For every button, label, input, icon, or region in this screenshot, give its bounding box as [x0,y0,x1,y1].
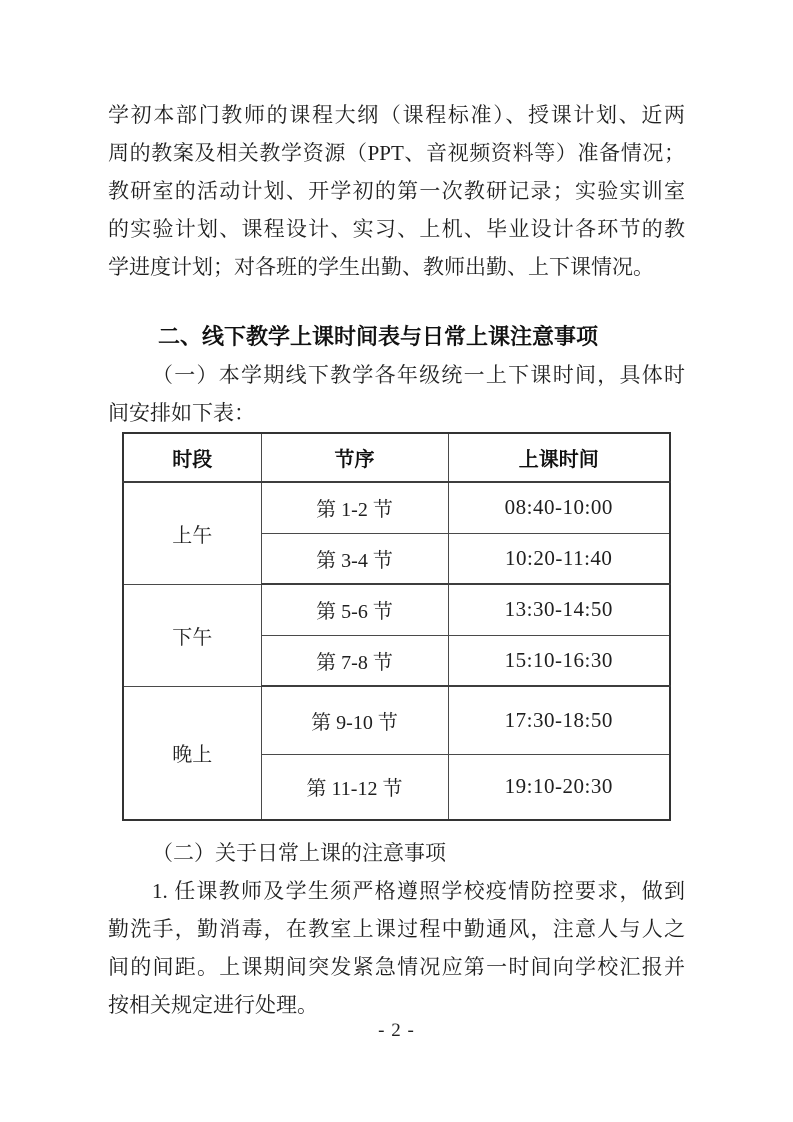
lesson-cell: 第 7-8 节 [261,635,448,686]
period-cell: 晚上 [123,686,261,820]
time-cell: 10:20-11:40 [448,533,670,584]
lesson-cell: 第 1-2 节 [261,482,448,533]
paragraph-line: （一）本学期线下教学各年级统一上下课时间，具体时 [152,363,685,387]
paragraph-line: 间的间距。上课期间突发紧急情况应第一时间向学校汇报并 [108,955,685,979]
paragraph-line: 学进度计划；对各班的学生出勤、教师出勤、上下课情况。 [108,255,654,279]
lesson-cell: 第 5-6 节 [261,584,448,635]
lesson-cell: 第 11-12 节 [261,754,448,820]
table-row [123,686,670,754]
paragraph-line: 周的教案及相关教学资源（PPT、音视频资料等）准备情况； [108,141,685,165]
section-heading: 二、线下教学上课时间表与日常上课注意事项 [158,324,599,349]
paragraph-line: 教研室的活动计划、开学初的第一次教研记录；实验实训室 [108,179,685,203]
time-cell: 08:40-10:00 [448,482,670,533]
page-number: - 2 - [378,1020,415,1041]
subsection-heading: （二）关于日常上课的注意事项 [152,841,446,865]
paragraph-line: 的实验计划、课程设计、实习、上机、毕业设计各环节的教 [108,217,685,241]
lesson-cell: 第 9-10 节 [261,686,448,754]
paragraph-line: 按相关规定进行处理。 [108,993,318,1017]
table-header-row [123,433,670,482]
lesson-cell: 第 3-4 节 [261,533,448,584]
table-header-period: 时段 [123,433,261,482]
time-cell: 13:30-14:50 [448,584,670,635]
table-header-time: 上课时间 [448,433,670,482]
schedule-table [122,432,671,821]
time-cell: 15:10-16:30 [448,635,670,686]
period-cell: 上午 [123,482,261,584]
table-row [123,482,670,533]
paragraph-line: 勤洗手，勤消毒，在教室上课过程中勤通风，注意人与人之 [108,917,685,941]
paragraph-line: 学初本部门教师的课程大纲（课程标准）、授课计划、近两 [108,103,685,127]
page-content [108,96,685,1050]
time-cell: 19:10-20:30 [448,754,670,820]
time-cell: 17:30-18:50 [448,686,670,754]
table-row [123,584,670,635]
period-cell: 下午 [123,584,261,686]
paragraph-line: 1. 任课教师及学生须严格遵照学校疫情防控要求，做到 [152,879,685,903]
paragraph-line: 间安排如下表： [108,401,255,425]
table-header-lesson: 节序 [261,433,448,482]
